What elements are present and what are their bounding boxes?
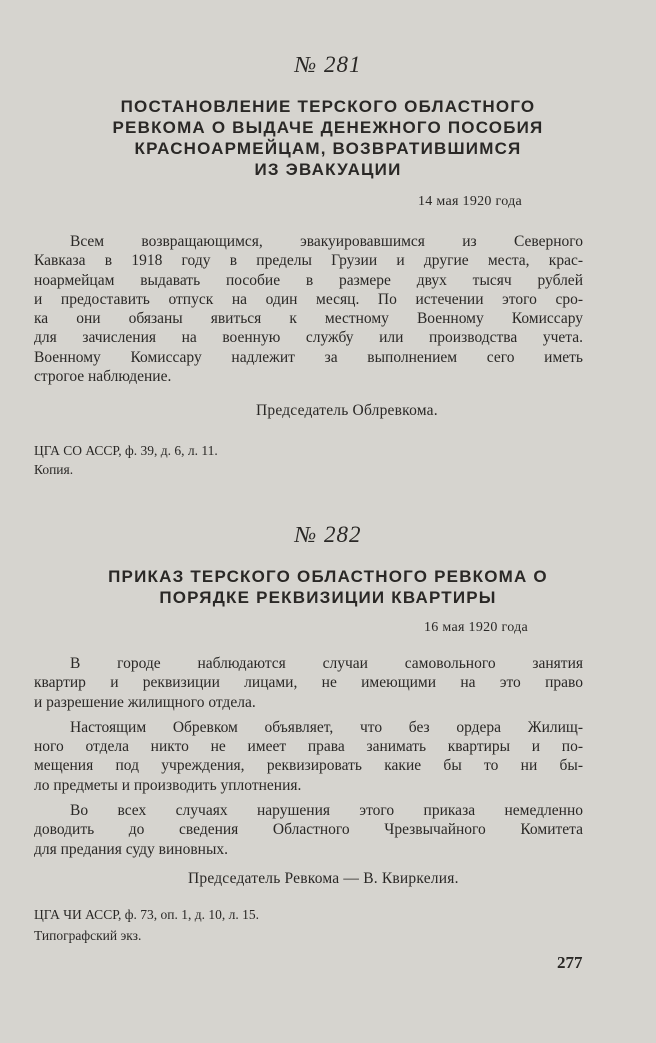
doc-281-copy-note: Копия. (34, 462, 74, 477)
doc-281-signature: Председатель Облревкома. (256, 402, 438, 419)
body-line: ноармейцам выдавать пособие в размере двух тысяч рублей (34, 271, 583, 289)
doc-281-title-line: РЕВКОМА О ВЫДАЧЕ ДЕНЕЖНОГО ПОСОБИЯ (112, 118, 544, 137)
doc-282-title-line: ПРИКАЗ ТЕРСКОГО ОБЛАСТНОГО РЕВКОМА О (108, 567, 548, 586)
body-line: и предоставить отпуск на один месяц. По истечении этого сро- (34, 290, 583, 308)
doc-282-body (34, 654, 583, 859)
doc-282-signature: Председатель Ревкома — В. Квиркелия. (188, 870, 459, 887)
doc-281-title-line: КРАСНОАРМЕЙЦАМ, ВОЗВРАТИВШИМСЯ (134, 139, 522, 158)
body-line: для предания суду виновных. (34, 840, 228, 858)
body-line: мещения под учреждения, реквизировать какие бы то ни бы- (34, 757, 583, 775)
doc-281-number: № 281 (294, 52, 362, 77)
body-line: строгое наблюдение. (34, 368, 172, 386)
doc-281-body (34, 232, 583, 386)
body-line: ного отдела никто не имеет права занимать квартиры и по- (34, 738, 583, 756)
doc-282-copy-note: Типографский экз. (34, 928, 142, 943)
body-line: Всем возвращающимся, эвакуировавшимся из Северного (70, 233, 583, 250)
doc-282-title-line: ПОРЯДКЕ РЕКВИЗИЦИИ КВАРТИРЫ (159, 588, 497, 607)
doc-282-title (40, 566, 616, 608)
doc-282-archive-ref: ЦГА ЧИ АССР, ф. 73, оп. 1, д. 10, л. 15. (34, 907, 259, 922)
body-line: Настоящим Обревком объявляет, что без ордера Жилищ- (70, 718, 583, 736)
body-line: ка они обязаны явиться к местному Военному Комиссару (34, 310, 583, 328)
body-line: Во всех случаях нарушения этого приказа немедленно (70, 802, 583, 820)
body-line: Военному Комиссару надлежит за выполнением сего иметь (34, 348, 583, 366)
doc-282-date: 16 мая 1920 года (424, 620, 529, 635)
doc-281-title-line: ПОСТАНОВЛЕНИЕ ТЕРСКОГО ОБЛАСТНОГО (120, 97, 536, 116)
page-number: 277 (557, 953, 583, 972)
doc-281-title (40, 96, 616, 180)
body-line: доводить до сведения Областного Чрезвычайного Комитета (34, 821, 583, 839)
body-line: ло предметы и производить уплотнения. (34, 776, 302, 794)
doc-281-date: 14 мая 1920 года (418, 194, 523, 209)
body-line: для зачисления на военную службу или производства учета. (34, 329, 583, 347)
body-line: В городе наблюдаются случаи самовольного занятия (70, 655, 583, 672)
body-line: и разрешение жилищного отдела. (34, 693, 256, 711)
doc-282-number: № 282 (294, 522, 362, 547)
doc-281-title-line: ИЗ ЭВАКУАЦИИ (254, 160, 402, 179)
doc-281-archive-ref: ЦГА СО АССР, ф. 39, д. 6, л. 11. (34, 443, 218, 458)
body-line: квартир и реквизиции лицами, не имеющими на это право (34, 674, 583, 692)
body-line: Кавказа в 1918 году в пределы Грузии и другие места, крас- (34, 252, 583, 270)
